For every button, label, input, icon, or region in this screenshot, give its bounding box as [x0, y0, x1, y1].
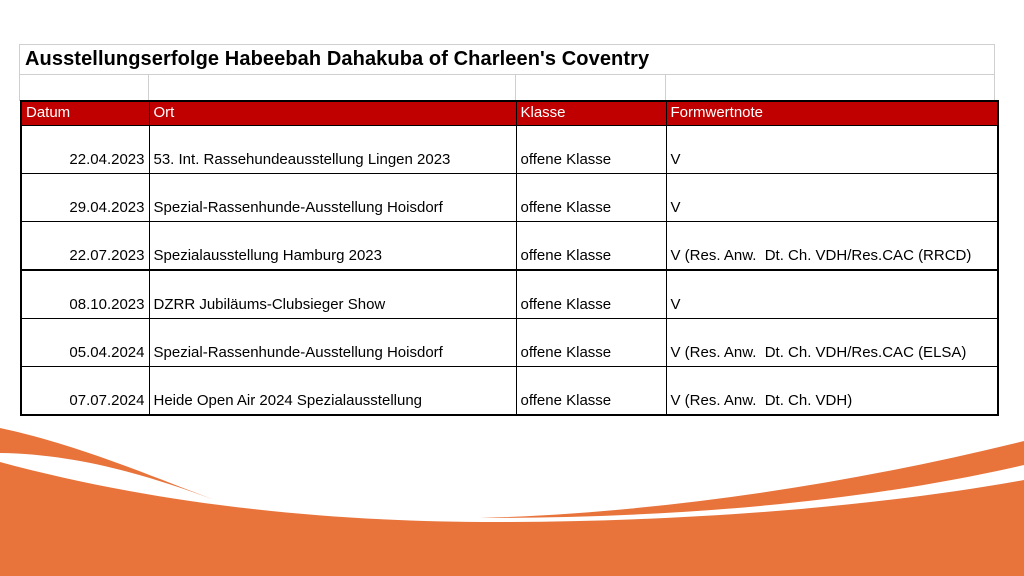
cell-datum: 08.10.2023 — [21, 270, 149, 319]
footer-wave-graphic — [0, 410, 1024, 576]
cell-ort: Spezial-Rassenhunde-Ausstellung Hoisdorf — [149, 319, 516, 367]
cell-formwertnote: V — [666, 270, 998, 319]
cell-ort: Spezial-Rassenhunde-Ausstellung Hoisdorf — [149, 174, 516, 222]
header-cell-formwertnote: Formwertnote — [666, 101, 998, 126]
cell-ort: DZRR Jubiläums-Clubsieger Show — [149, 270, 516, 319]
spacer-cell — [20, 74, 149, 101]
cell-datum: 29.04.2023 — [21, 174, 149, 222]
cell-klasse: offene Klasse — [516, 126, 666, 174]
cell-klasse: offene Klasse — [516, 270, 666, 319]
table-row — [21, 270, 998, 319]
table-row — [21, 126, 998, 174]
cell-formwertnote: V (Res. Anw. Dt. Ch. VDH/Res.CAC (RRCD) — [666, 222, 998, 271]
spacer-row — [19, 74, 995, 101]
cell-formwertnote: V (Res. Anw. Dt. Ch. VDH) — [666, 367, 998, 416]
header-cell-klasse: Klasse — [516, 101, 666, 126]
header-cell-ort: Ort — [149, 101, 516, 126]
cell-datum: 05.04.2024 — [21, 319, 149, 367]
cell-datum: 07.07.2024 — [21, 367, 149, 416]
cell-klasse: offene Klasse — [516, 222, 666, 271]
spacer-cell — [516, 74, 666, 101]
cell-ort: 53. Int. Rassehundeausstellung Lingen 2023 — [149, 126, 516, 174]
cell-formwertnote: V — [666, 174, 998, 222]
header-cell-datum: Datum — [21, 101, 149, 126]
results-table-body — [21, 126, 998, 416]
cell-klasse: offene Klasse — [516, 367, 666, 416]
cell-ort: Heide Open Air 2024 Spezialausstellung — [149, 367, 516, 416]
table-header-row — [21, 101, 998, 126]
page-title: Ausstellungserfolge Habeebah Dahakuba of Charleen's Coventry — [19, 44, 995, 75]
cell-formwertnote: V (Res. Anw. Dt. Ch. VDH/Res.CAC (ELSA) — [666, 319, 998, 367]
table-row — [21, 174, 998, 222]
table-row — [21, 367, 998, 416]
cell-formwertnote: V — [666, 126, 998, 174]
spacer-cell — [666, 74, 994, 101]
cell-klasse: offene Klasse — [516, 319, 666, 367]
cell-ort: Spezialausstellung Hamburg 2023 — [149, 222, 516, 271]
spacer-cell — [149, 74, 516, 101]
table-row — [21, 222, 998, 271]
results-table — [20, 100, 999, 416]
cell-klasse: offene Klasse — [516, 174, 666, 222]
cell-datum: 22.04.2023 — [21, 126, 149, 174]
cell-datum: 22.07.2023 — [21, 222, 149, 271]
table-row — [21, 319, 998, 367]
